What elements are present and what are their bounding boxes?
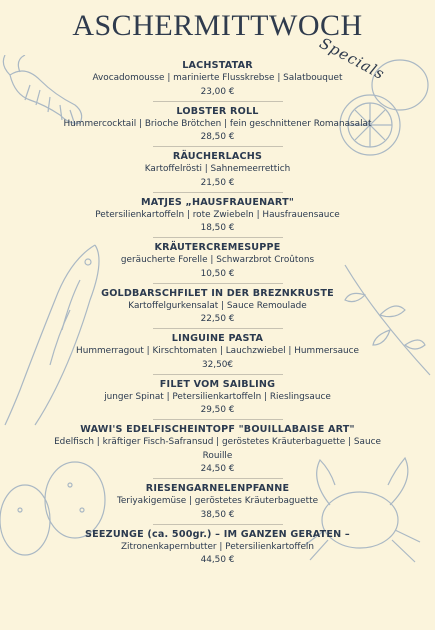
menu-item-name: MATJES „HAUSFRAUENART" (140, 196, 295, 208)
menu-item-name: GOLDBARSCHFILET IN DER BREZNKRUSTE (101, 287, 334, 299)
menu-item-price: 44,50 € (200, 555, 235, 565)
specials-script: Specials (316, 34, 389, 84)
divider (153, 146, 283, 147)
page-title: ASCHERMITTWOCH (72, 9, 363, 42)
divider (153, 101, 283, 102)
menu-item-name: LOBSTER ROLL (176, 105, 259, 117)
divider (153, 283, 283, 284)
menu-list (0, 55, 435, 567)
menu-item-description: Kartoffelgurkensalat | Sauce Remoulade (128, 300, 307, 311)
divider (153, 192, 283, 193)
menu-item (0, 528, 435, 568)
divider (153, 478, 283, 479)
divider (153, 328, 283, 329)
menu-item-name: RÄUCHERLACHS (172, 151, 263, 162)
menu-item-description: Hummercocktail | Brioche Brötchen | fein geschnittener Romanasalat (63, 118, 372, 129)
menu-item-price: 22,50 € (200, 314, 235, 324)
menu-item (0, 105, 435, 145)
menu-item (0, 287, 435, 327)
menu-item-name: WAWI'S EDELFISCHEINTOPF "BOUILLABAISE ART" (80, 424, 355, 435)
menu-item-name: KRÄUTERCREMESUPPE (154, 242, 281, 253)
divider (153, 374, 283, 375)
menu-item (0, 196, 435, 236)
menu-item-description: Hummerragout | Kirschtomaten | Lauchzwiebel | Hummersauce (76, 346, 359, 356)
menu-item-price: 18,50 € (200, 223, 235, 233)
menu-item-price: 38,50 € (200, 509, 235, 520)
menu-item-price: 28,50 € (200, 132, 235, 142)
menu-item (0, 482, 435, 522)
menu-item (0, 423, 435, 476)
menu-item-price: 32,50€ (201, 359, 234, 370)
divider (153, 419, 283, 420)
menu-item-price: 29,50 € (200, 405, 235, 415)
menu-item-description: junger Spinat | Petersilienkartoffeln | Rieslingsauce (104, 391, 331, 402)
menu-item-description: Teriyakigemüse | geröstetes Kräuterbaguette (116, 496, 319, 506)
menu-item-description: Petersilienkartoffeln | rote Zwiebeln | Hausfrauensauce (95, 209, 340, 220)
menu-item-name: FILET VOM SAIBLING (159, 378, 276, 390)
menu-item-description: Avocadomousse | marinierte Flusskrebse | Salatbouquet (92, 73, 343, 83)
menu-item-price: 24,50 € (200, 464, 235, 474)
menu-item (0, 59, 435, 99)
menu-item-description: Kartoffelrösti | Sahnemeerrettich (144, 164, 291, 174)
menu-item-name: LINGUINE PASTA (171, 333, 264, 344)
menu-item (0, 332, 435, 372)
menu-item-name: RIESENGARNELENPFANNE (145, 483, 290, 494)
menu-item-price: 21,50 € (200, 177, 235, 188)
menu-item (0, 241, 435, 281)
divider (153, 237, 283, 238)
menu-item-description: Zitronenkapernbutter | Petersilienkartoffeln (120, 541, 315, 552)
menu-item-description: geräucherte Forelle | Schwarzbrot Croûtons (120, 255, 315, 265)
menu-item-price: 10,50 € (200, 268, 235, 279)
menu-item (0, 150, 435, 190)
menu-item-price: 23,00 € (200, 86, 235, 97)
menu-item-name: LACHSTATAR (182, 60, 253, 71)
menu-item-description: Edelfisch | kräftiger Fisch-Safransud | geröstetes Kräuterbaguette | Sauce Rouille (54, 437, 381, 461)
menu-item-name: SEEZUNGE (ca. 500gr.) – IM GANZEN GERATEN – (85, 528, 350, 540)
divider (153, 524, 283, 525)
menu-item (0, 378, 435, 418)
